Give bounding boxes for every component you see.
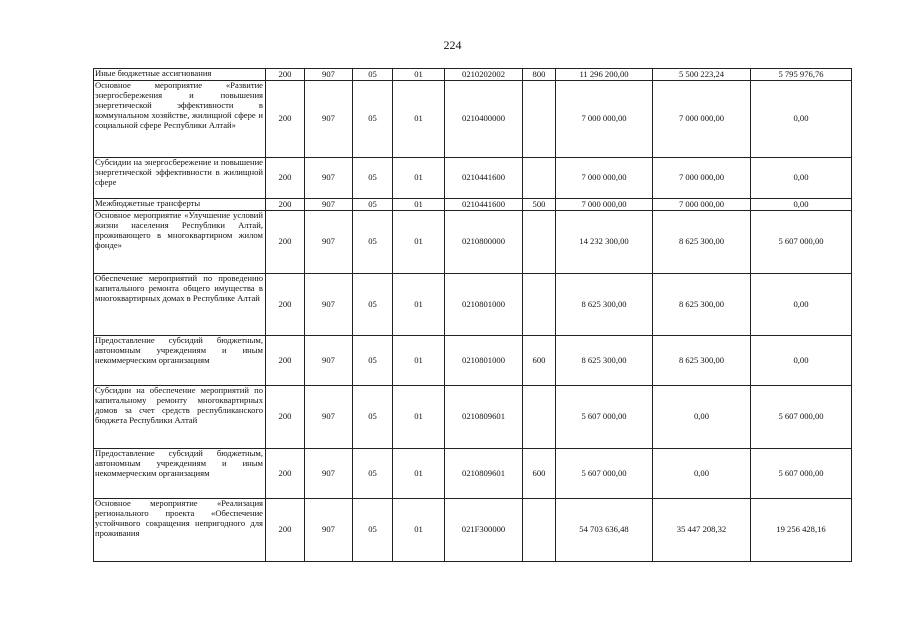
cell-code-3: 05	[353, 211, 393, 274]
cell-code-1: 200	[266, 274, 305, 336]
cell-amount-1: 5 607 000,00	[556, 449, 653, 499]
cell-code-4: 01	[393, 336, 445, 386]
cell-code-4: 01	[393, 81, 445, 158]
cell-code-4: 01	[393, 386, 445, 449]
row-name: Основное мероприятие «Развитие энергосбережения и повышения энергетической эффективности в коммунальном хозяйстве, жилищной сфере и социальной сфере Республики Алтай»	[94, 81, 266, 158]
cell-code-4: 01	[393, 199, 445, 211]
cell-target-code: 0210441600	[445, 199, 523, 211]
cell-code-2: 907	[305, 449, 353, 499]
cell-expense-type	[523, 211, 556, 274]
cell-code-3: 05	[353, 81, 393, 158]
cell-amount-1: 14 232 300,00	[556, 211, 653, 274]
cell-amount-3: 0,00	[751, 81, 852, 158]
cell-code-3: 05	[353, 336, 393, 386]
cell-code-4: 01	[393, 499, 445, 562]
cell-target-code: 0210809601	[445, 449, 523, 499]
cell-code-2: 907	[305, 274, 353, 336]
cell-code-3: 05	[353, 449, 393, 499]
cell-amount-1: 8 625 300,00	[556, 274, 653, 336]
cell-expense-type: 500	[523, 199, 556, 211]
cell-code-3: 05	[353, 199, 393, 211]
row-name: Субсидии на энергосбережение и повышение энергетической эффективности в жилищной сфере	[94, 158, 266, 199]
row-name: Обеспечение мероприятий по проведению капитального ремонта общего имущества в многоквартирных домах в Республике Алтай	[94, 274, 266, 336]
cell-amount-2: 7 000 000,00	[653, 199, 751, 211]
row-name: Иные бюджетные ассигнования	[94, 69, 266, 81]
cell-amount-2: 5 500 223,24	[653, 69, 751, 81]
cell-amount-1: 7 000 000,00	[556, 199, 653, 211]
cell-amount-1: 5 607 000,00	[556, 386, 653, 449]
cell-amount-3: 0,00	[751, 274, 852, 336]
cell-target-code: 0210801000	[445, 274, 523, 336]
table-row	[94, 211, 852, 274]
cell-code-4: 01	[393, 274, 445, 336]
row-name: Предоставление субсидий бюджетным, автономным учреждениям и иным некоммерческим организациям	[94, 449, 266, 499]
cell-amount-1: 8 625 300,00	[556, 336, 653, 386]
cell-expense-type: 600	[523, 449, 556, 499]
cell-code-1: 200	[266, 499, 305, 562]
cell-code-3: 05	[353, 69, 393, 81]
cell-amount-2: 0,00	[653, 449, 751, 499]
cell-code-2: 907	[305, 386, 353, 449]
cell-code-1: 200	[266, 386, 305, 449]
cell-target-code: 0210400000	[445, 81, 523, 158]
cell-code-2: 907	[305, 69, 353, 81]
cell-amount-1: 7 000 000,00	[556, 158, 653, 199]
table-row	[94, 499, 852, 562]
cell-code-1: 200	[266, 81, 305, 158]
table-row	[94, 158, 852, 199]
cell-target-code: 0210441600	[445, 158, 523, 199]
cell-amount-2: 8 625 300,00	[653, 336, 751, 386]
cell-amount-3: 5 795 976,76	[751, 69, 852, 81]
cell-code-1: 200	[266, 199, 305, 211]
cell-expense-type	[523, 274, 556, 336]
cell-expense-type: 800	[523, 69, 556, 81]
cell-amount-3: 0,00	[751, 336, 852, 386]
cell-code-1: 200	[266, 158, 305, 199]
cell-amount-2: 8 625 300,00	[653, 211, 751, 274]
budget-table	[93, 68, 852, 562]
cell-expense-type	[523, 81, 556, 158]
cell-expense-type	[523, 386, 556, 449]
cell-code-4: 01	[393, 211, 445, 274]
cell-amount-2: 7 000 000,00	[653, 81, 751, 158]
cell-target-code: 0210809601	[445, 386, 523, 449]
cell-code-4: 01	[393, 69, 445, 81]
table-row	[94, 199, 852, 211]
table-row	[94, 386, 852, 449]
cell-code-2: 907	[305, 81, 353, 158]
cell-amount-3: 5 607 000,00	[751, 386, 852, 449]
table-row	[94, 449, 852, 499]
cell-code-2: 907	[305, 199, 353, 211]
cell-code-3: 05	[353, 386, 393, 449]
cell-amount-3: 5 607 000,00	[751, 211, 852, 274]
cell-expense-type	[523, 158, 556, 199]
cell-amount-3: 5 607 000,00	[751, 449, 852, 499]
table-row	[94, 274, 852, 336]
cell-code-2: 907	[305, 158, 353, 199]
cell-code-3: 05	[353, 274, 393, 336]
cell-amount-2: 0,00	[653, 386, 751, 449]
cell-code-2: 907	[305, 211, 353, 274]
row-name: Субсидии на обеспечение мероприятий по капитальному ремонту многоквартирных домов за счет средств республиканского бюджета Республики Алтай	[94, 386, 266, 449]
cell-amount-1: 54 703 636,48	[556, 499, 653, 562]
cell-target-code: 0210202002	[445, 69, 523, 81]
table-row	[94, 69, 852, 81]
cell-amount-1: 11 296 200,00	[556, 69, 653, 81]
cell-amount-2: 7 000 000,00	[653, 158, 751, 199]
cell-amount-2: 35 447 208,32	[653, 499, 751, 562]
cell-expense-type	[523, 499, 556, 562]
page-number: 224	[443, 38, 462, 52]
cell-code-1: 200	[266, 336, 305, 386]
cell-target-code: 0210800000	[445, 211, 523, 274]
cell-code-2: 907	[305, 336, 353, 386]
cell-code-1: 200	[266, 69, 305, 81]
table-row	[94, 81, 852, 158]
row-name: Основное мероприятие «Реализация регионального проекта «Обеспечение устойчивого сокращения непригодного для проживания	[94, 499, 266, 562]
cell-target-code: 0210801000	[445, 336, 523, 386]
cell-code-4: 01	[393, 449, 445, 499]
row-name: Предоставление субсидий бюджетным, автономным учреждениям и иным некоммерческим организациям	[94, 336, 266, 386]
cell-code-1: 200	[266, 211, 305, 274]
cell-code-2: 907	[305, 499, 353, 562]
cell-code-3: 05	[353, 499, 393, 562]
cell-code-4: 01	[393, 158, 445, 199]
cell-expense-type: 600	[523, 336, 556, 386]
row-name: Основное мероприятие «Улучшение условий жизни населения Республики Алтай, проживающего в многоквартирном жилом фонде»	[94, 211, 266, 274]
cell-code-1: 200	[266, 449, 305, 499]
cell-amount-2: 8 625 300,00	[653, 274, 751, 336]
row-name: Межбюджетные трансферты	[94, 199, 266, 211]
cell-amount-1: 7 000 000,00	[556, 81, 653, 158]
cell-target-code: 021F300000	[445, 499, 523, 562]
cell-amount-3: 0,00	[751, 199, 852, 211]
cell-code-3: 05	[353, 158, 393, 199]
cell-amount-3: 0,00	[751, 158, 852, 199]
table-row	[94, 336, 852, 386]
cell-amount-3: 19 256 428,16	[751, 499, 852, 562]
